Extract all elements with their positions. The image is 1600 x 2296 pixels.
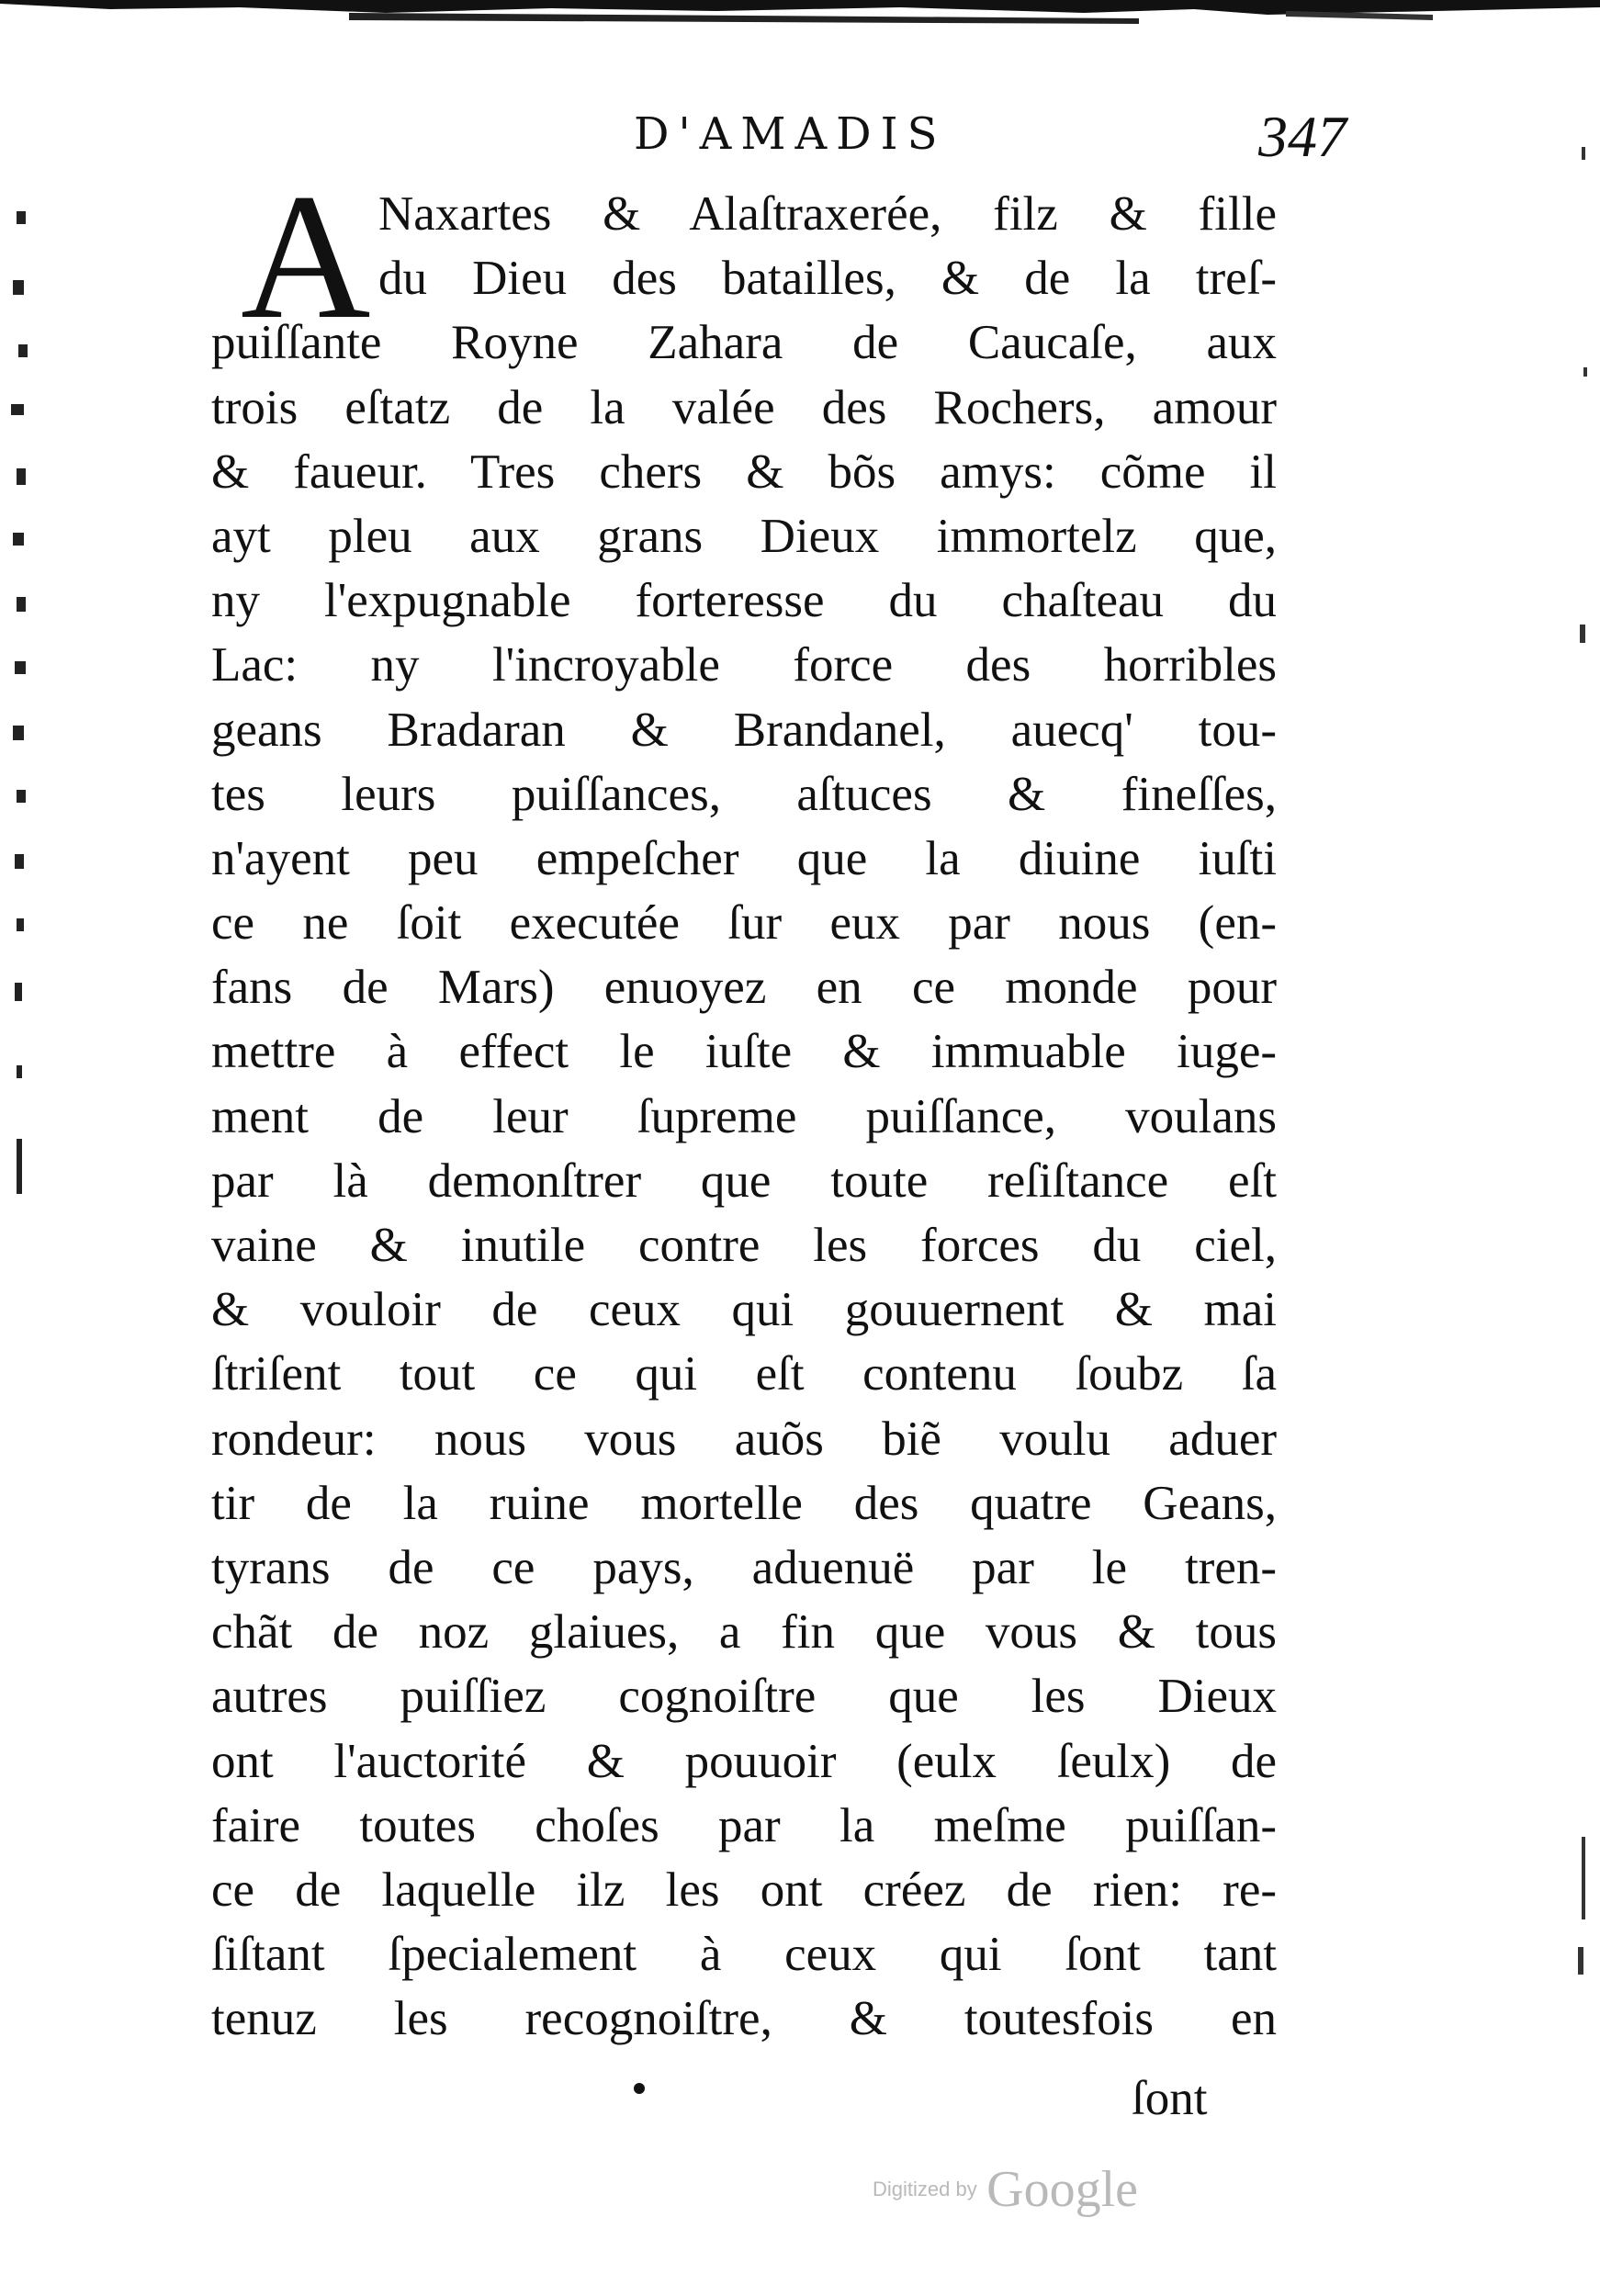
text-line: & vouloir de ceux qui gouuernent & mai <box>211 1283 1277 1337</box>
right-margin-artifacts <box>1554 92 1600 2204</box>
watermark-prefix: Digitized by <box>873 2178 977 2200</box>
text-line: ce de laquelle ilz les ont créez de rien: re- <box>211 1863 1277 1917</box>
text-line: trois eſtatz de la valée des Rochers, amour <box>211 380 1277 434</box>
text-line: ment de leur ſupreme puiſſance, voulans <box>211 1089 1277 1143</box>
text-line: faire toutes choſes par la meſme puiſſan- <box>211 1798 1277 1852</box>
page-number: 347 <box>1258 104 1346 169</box>
text-line: Naxartes & Alaſtraxerée, filz & fille <box>378 187 1277 241</box>
text-line: mettre à effect le iuſte & immuable iuge- <box>211 1025 1277 1079</box>
body-text <box>211 157 1277 2051</box>
text-line: du Dieu des batailles, & de la treſ- <box>378 252 1277 306</box>
text-line: ny l'expugnable forteresse du chaſteau du <box>211 574 1277 628</box>
text-line: tenuz les recognoiſtre, & toutesfois en <box>211 1992 1277 2046</box>
text-line: tyrans de ce pays, aduenuë par le tren- <box>211 1540 1277 1594</box>
text-line: rondeur: nous vous auõs biẽ voulu aduer <box>211 1412 1277 1466</box>
text-line: Lac: ny l'incroyable force des horribles <box>211 638 1277 692</box>
text-line: chãt de noz glaiues, a fin que vous & tous <box>211 1605 1277 1660</box>
text-line: geans Bradaran & Brandanel, auecq' tou- <box>211 703 1277 757</box>
text-line: ſtriſent tout ce qui eſt contenu ſoubz ſa <box>211 1347 1277 1401</box>
catchword: ſont <box>1132 2072 1208 2125</box>
ornament-dot <box>634 2083 645 2094</box>
text-line: ſiſtant ſpecialement à ceux qui ſont tant <box>211 1928 1277 1982</box>
top-edge-artifact <box>0 0 1600 37</box>
text-line: tes leurs puiſſances, aſtuces & fineſſes, <box>211 767 1277 821</box>
text-line: par là demonſtrer que toute reſiſtance eſt <box>211 1154 1277 1208</box>
text-line: tir de la ruine mortelle des quatre Geans, <box>211 1476 1277 1530</box>
text-line: n'ayent peu empeſcher que la diuine iuſti <box>211 831 1277 885</box>
text-line: vaine & inutile contre les forces du ciel, <box>211 1219 1277 1272</box>
text-line: & faueur. Tres chers & bõs amys: cõme il <box>211 445 1277 499</box>
text-line: fans de Mars) enuoyez en ce monde pour <box>211 961 1277 1015</box>
digitization-watermark <box>873 2160 1138 2219</box>
text-line: ce ne ſoit executée ſur eux par nous (en- <box>211 896 1277 951</box>
running-head: D'AMADIS <box>634 108 947 160</box>
text-line: puiſſante Royne Zahara de Caucaſe, aux <box>211 316 1277 370</box>
watermark-brand: Google <box>986 2161 1139 2218</box>
text-line: ont l'auctorité & pouuoir (eulx ſeulx) de <box>211 1734 1277 1788</box>
drop-cap-initial: A <box>241 157 371 356</box>
left-margin-artifacts <box>0 184 73 1378</box>
text-line: ayt pleu aux grans Dieux immortelz que, <box>211 509 1277 563</box>
text-line: autres puiſſiez cognoiſtre que les Dieux <box>211 1670 1277 1724</box>
